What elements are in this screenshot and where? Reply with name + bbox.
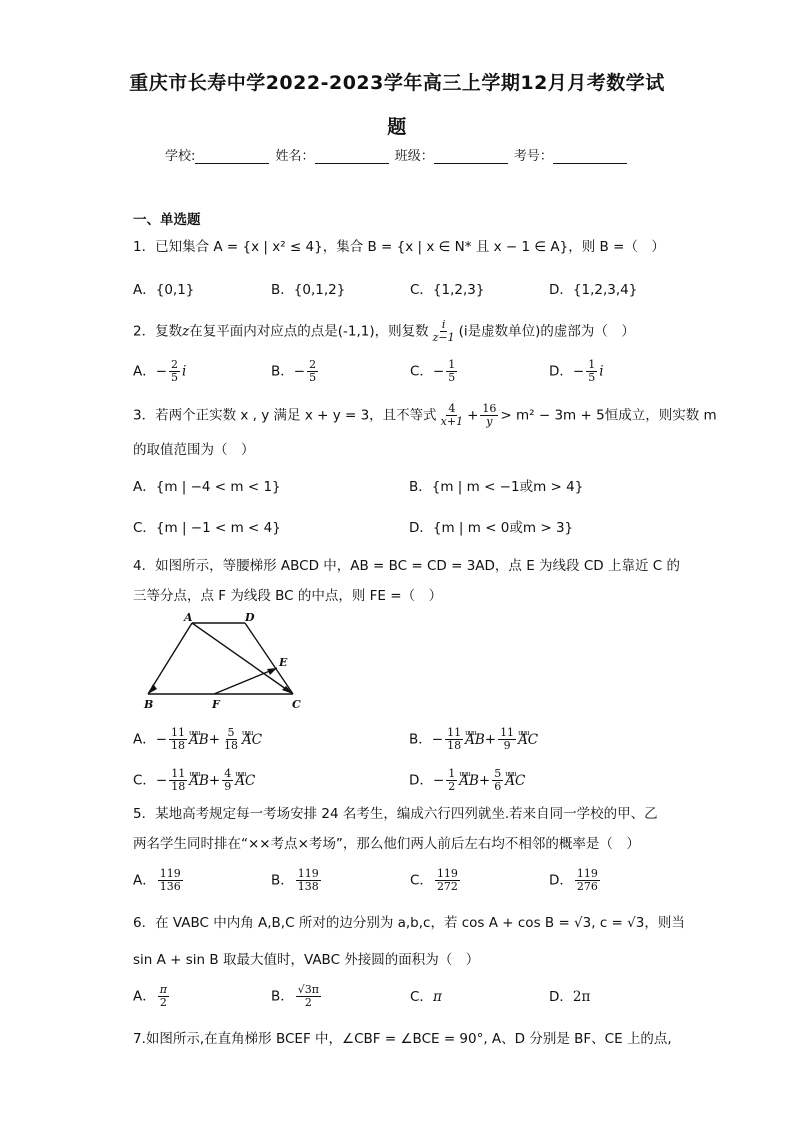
q6-option-c: C．π: [410, 989, 442, 1005]
question-4-stem: 4．如图所示，等腰梯形 ABCD 中，AB = BC = CD = 3AD，点 E 为线段 CD 上靠近 C 的: [133, 558, 680, 574]
q1-option-b: B．{0,1,2}: [271, 282, 346, 298]
question-1-stem: 1．已知集合 A = {x | x² ≤ 4}，集合 B = {x | x ∈ N* 且 x − 1 ∈ A}，则 B =（ ）: [133, 239, 665, 255]
class-blank: [434, 151, 508, 164]
page-title: 重庆市长寿中学2022-2023学年高三上学期12月月考数学试: [129, 72, 665, 94]
question-4-stem-line2: 三等分点，点 F 为线段 BC 的中点，则 FE =（ ）: [133, 588, 443, 604]
question-6-stem: 6．在 VABC 中内角 A,B,C 所对的边分别为 a,b,c，若 cos A + cos B = √3, c = √3，则当: [133, 915, 685, 931]
exam-number-blank: [553, 151, 627, 164]
label-a: A: [184, 611, 193, 624]
name-label: 姓名：: [275, 149, 315, 164]
q3-text-b: > m² − 3m + 5恒成立，则实数 m: [500, 407, 717, 424]
school-label: 学校:: [165, 149, 196, 164]
q3-option-b: B．{m | m < −1或m > 4}: [409, 479, 584, 495]
page-title-continued: 题: [387, 116, 407, 138]
q3-option-d: D．{m | m < 0或m > 3}: [409, 520, 574, 536]
question-7-stem: 7.如图所示,在直角梯形 BCEF 中，∠CBF = ∠BCE = 90°, A、D 分别是 BF、CE 上的点,: [133, 1031, 672, 1047]
q1-option-d: D．{1,2,3,4}: [549, 282, 638, 298]
segment-fe: [214, 668, 277, 694]
q2-frac-den: z−1: [432, 331, 455, 344]
question-5-stem: 5．某地高考规定每一考场安排 24 名考生，编成六行四列就坐.若来自同一学校的甲、乙: [133, 806, 658, 822]
segment-ac: [192, 623, 293, 694]
q1-option-a: A．{0,1}: [133, 282, 195, 298]
trapezoid-figure: [128, 610, 318, 712]
school-blank: [195, 151, 269, 164]
arrowhead-ab: [148, 684, 157, 694]
section-title: 一、单选题: [133, 212, 201, 228]
question-3-stem-line2: 的取值范围为（ ）: [133, 442, 255, 458]
q5-option-d: D． $\frac{119}{276}$: [549, 867, 598, 893]
q4-option-c: C．− $\frac{11}{18}$ uuu AB+ $\frac{4}{9}$ uuu AC: [133, 768, 255, 793]
q2-text-c: 在复平面内对应点的点是(-1,1)，则复数: [189, 323, 429, 340]
q2-option-b: B．− $\frac{2}{5}$: [271, 358, 317, 384]
q2-var-z: z: [182, 323, 190, 340]
q4-option-d: D．− $\frac{1}{2}$ uuu AB+ $\frac{5}{6}$ uuu AC: [409, 768, 525, 793]
segment-ab: [148, 623, 192, 694]
label-f: F: [212, 698, 220, 711]
question-5-stem-line2: 两名学生同时排在“××考点×考场”，那么他们两人前后左右均不相邻的概率是（ ）: [133, 836, 640, 852]
q4-option-b: B．− $\frac{11}{18}$ uuu AB+ $\frac{11}{9}$ uuu AC: [409, 727, 538, 752]
q2-text-a: 2．复数: [133, 323, 183, 340]
q2-text-d: (i是虚数单位)的虚部为（ ）: [458, 323, 635, 340]
class-label: 班级：: [394, 149, 434, 164]
q4-option-a: A．− $\frac{11}{18}$ uuu AB+ $\frac{5}{18}$ uuu AC: [133, 727, 262, 752]
question-6-stem-line2: sin A + sin B 取最大值时，VABC 外接圆的面积为（ ）: [133, 952, 480, 968]
label-b: B: [144, 698, 154, 711]
q2-option-d: D．− $\frac{1}{5}$ i: [549, 358, 604, 384]
label-e: E: [279, 656, 288, 669]
q2-frac-num: i: [441, 318, 446, 331]
exam-number-label: 考号：: [513, 149, 553, 164]
q5-option-b: B． $\frac{119}{138}$: [271, 867, 319, 893]
q2-fraction: [431, 319, 457, 344]
label-d: D: [245, 611, 255, 624]
q6-option-b: B． $\frac{√3\pi}{2}$: [271, 983, 320, 1009]
q3-text-a: 3．若两个正实数 x , y 满足 x + y = 3，且不等式: [133, 407, 437, 424]
question-2-stem: [133, 319, 635, 344]
q1-option-c: C．{1,2,3}: [410, 282, 485, 298]
name-blank: [315, 151, 389, 164]
question-3-stem: 3．若两个正实数 x , y 满足 x + y = 3，且不等式 $\frac{4}{x+1}$ + $\frac{16}{y}$ > m² − 3m + 5恒成立，则实数 m: [133, 402, 717, 428]
q3-option-c: C．{m | −1 < m < 4}: [133, 520, 281, 536]
q6-option-d: D．2π: [549, 989, 591, 1005]
q5-option-c: C． $\frac{119}{272}$: [410, 867, 458, 893]
q5-option-a: A． $\frac{119}{136}$: [133, 867, 181, 893]
arrowhead-fe: [267, 668, 277, 675]
label-c: C: [292, 698, 301, 711]
student-info-row: [165, 145, 629, 164]
q2-option-a: A．− $\frac{2}{5}$ i: [133, 358, 187, 384]
q3-option-a: A．{m | −4 < m < 1}: [133, 479, 281, 495]
q6-option-a: A． $\frac{\pi}{2}$: [133, 983, 167, 1009]
q2-option-c: C．− $\frac{1}{5}$: [410, 358, 456, 384]
